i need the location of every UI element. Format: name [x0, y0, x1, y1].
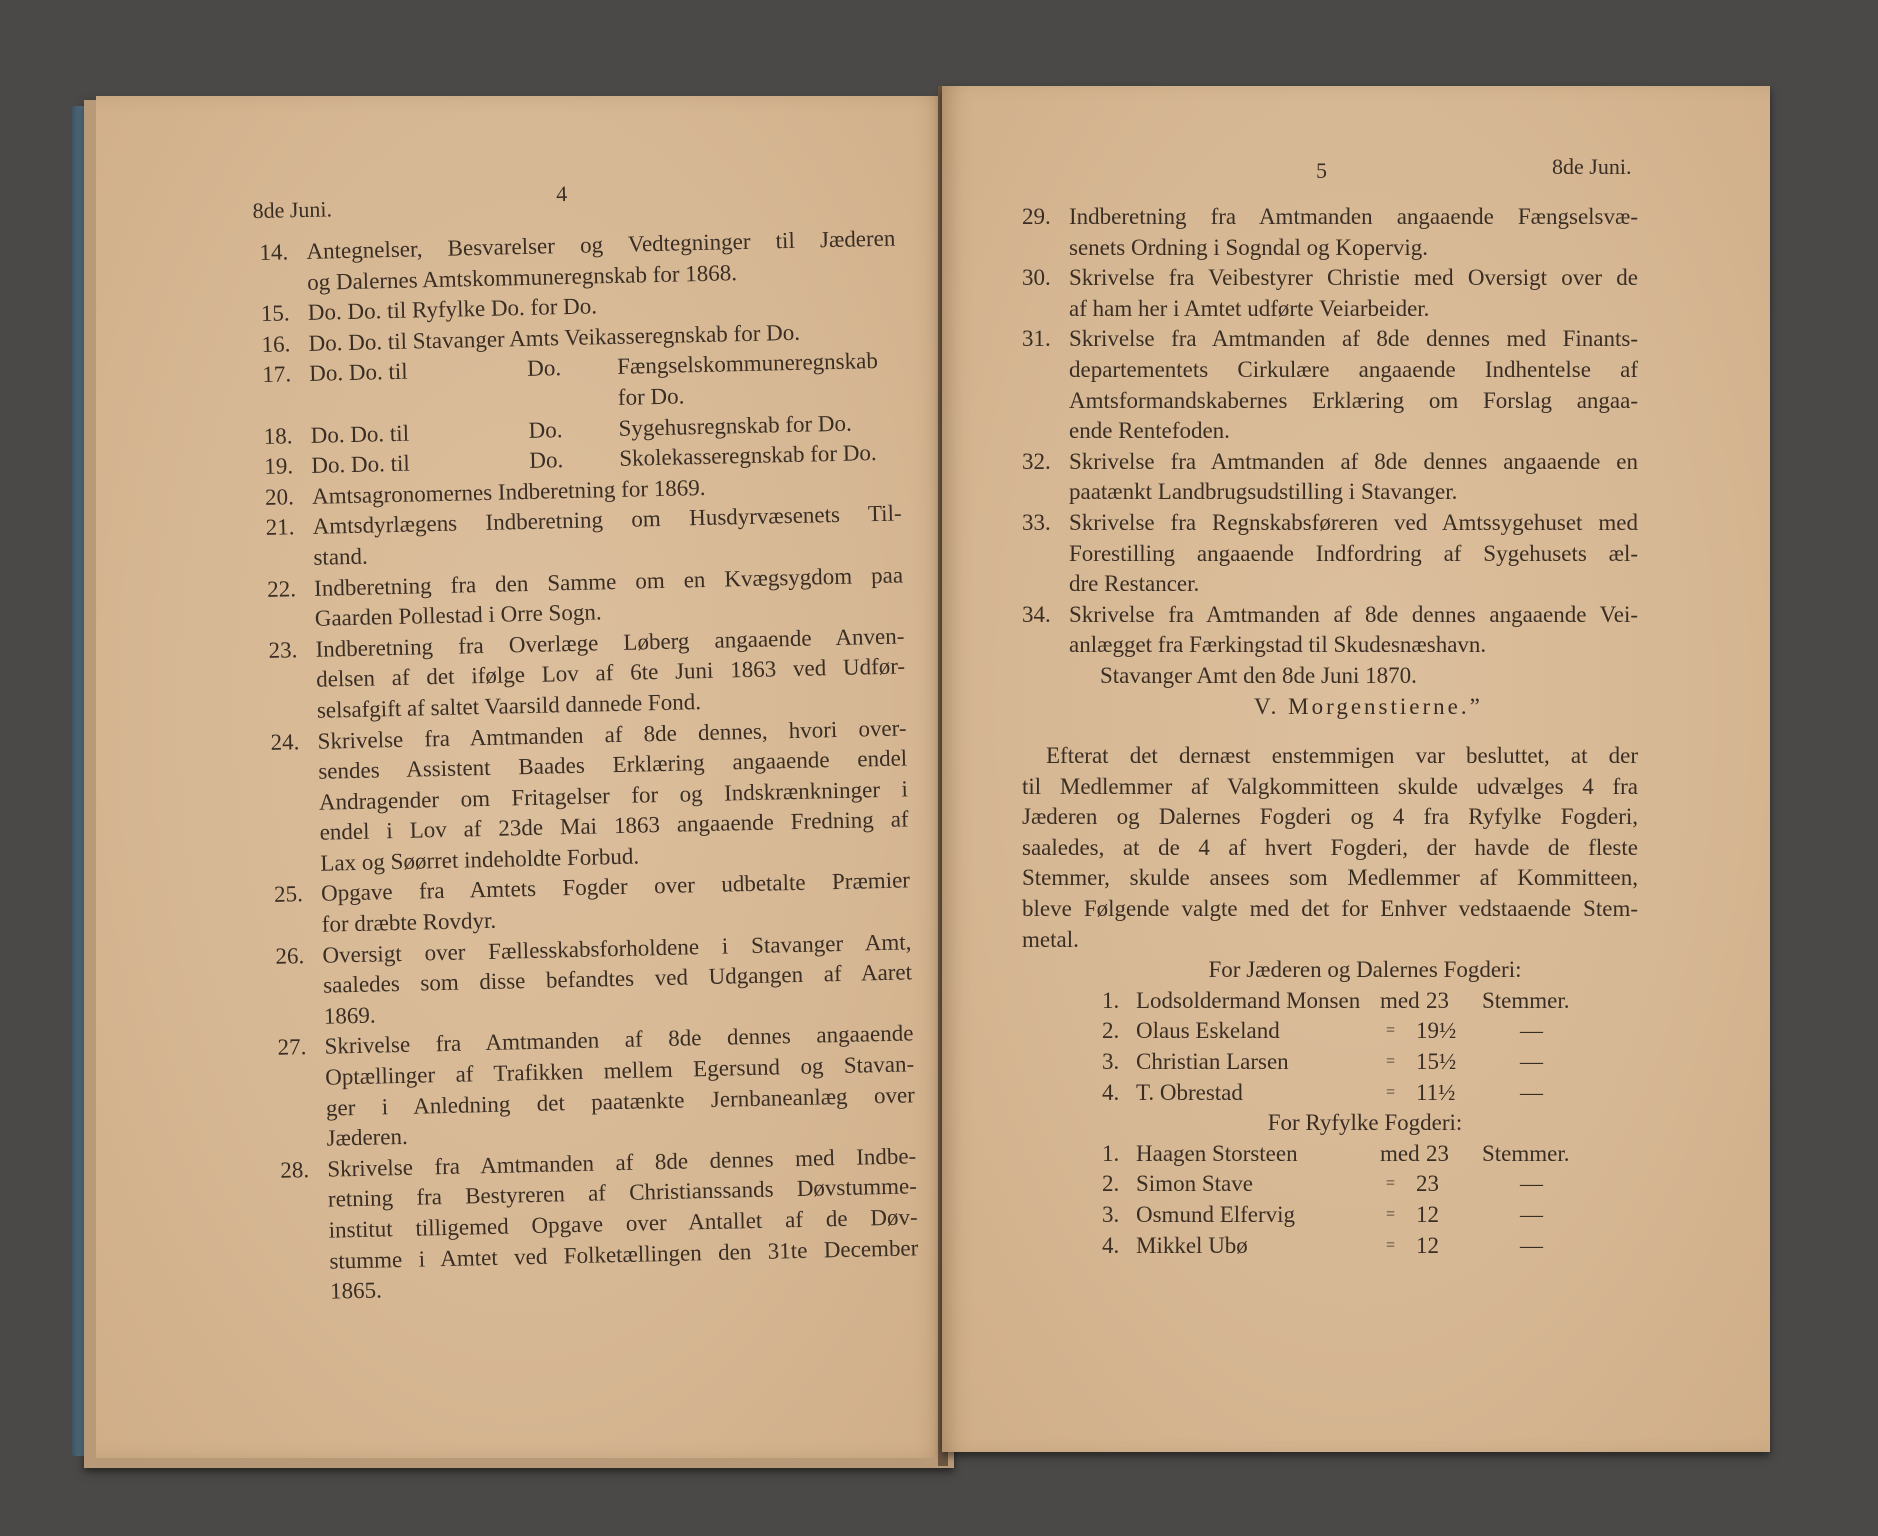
item-number: 33. [1022, 509, 1051, 535]
item-line: Skrivelse fra Amtmanden af 8de dennes, hvori over- [317, 714, 907, 754]
item-line: af ham her i Amtet udførte Veiarbeider. [1069, 295, 1430, 321]
ditto-mark: = [1386, 1175, 1396, 1193]
item-column-text: Fængselskommuneregnskab [616, 348, 879, 380]
item-line: stand. [313, 543, 369, 570]
item-text [324, 1019, 916, 1155]
paragraph-line: til Medlemmer af Valgkommitteen skulde udvælges 4 fra [1022, 773, 1638, 799]
right-page-header [1022, 150, 1638, 202]
item-number: 29. [1022, 204, 1051, 229]
item-number: 17. [262, 361, 292, 388]
candidate-name: Olaus Eskeland [1136, 1018, 1280, 1044]
ditto-mark: = [1386, 1206, 1396, 1223]
paragraph-line: Stemmer, skulde ansees som Medlemmer af Kommitteen, [1022, 865, 1638, 891]
item-column-text: Do. Do. til [308, 359, 408, 387]
ditto-mark: = [1386, 1053, 1396, 1071]
item-number: 32. [1022, 448, 1051, 474]
vote-count: 23 [1416, 1171, 1439, 1197]
item-text [1069, 447, 1638, 508]
item-text [1069, 263, 1638, 324]
item-column-text: Do. [526, 355, 562, 382]
election-results [1022, 955, 1638, 1261]
item-line: paatænkt Landbrugsudstilling i Stavanger. [1069, 479, 1458, 505]
item-line: institut tilligemed Opgave over Antallet af de Døv- [328, 1204, 918, 1243]
paragraph-line: metal. [1022, 926, 1079, 952]
candidate-name: Haagen Storsteen [1136, 1140, 1298, 1166]
vote-count: 19½ [1416, 1018, 1457, 1044]
vote-count: 15½ [1416, 1049, 1457, 1075]
item-line: stumme i Amtet ved Folketællingen den 31te December [329, 1234, 919, 1274]
item-text [315, 621, 906, 726]
item-text [317, 713, 909, 879]
item-line: ende Rentefoden. [1069, 418, 1230, 444]
ditto-dash: — [1520, 1079, 1543, 1105]
agenda-list [259, 224, 919, 1309]
agenda-item [1022, 202, 1638, 263]
rank-number: 2. [1102, 1171, 1120, 1197]
item-text [1069, 324, 1638, 446]
item-text [1069, 202, 1638, 263]
item-text [322, 927, 913, 1032]
ditto-dash: — [1520, 1202, 1543, 1227]
item-column-text: Sygehusregnskab for Do. [618, 410, 852, 441]
agenda-item [1022, 263, 1638, 324]
item-number: 21. [265, 514, 295, 541]
agenda-item [280, 1141, 919, 1308]
item-line: delsen af det ifølge Lov af 6te Juni 1863 ved Udfør- [315, 653, 906, 693]
ditto-dash: — [1520, 1049, 1543, 1075]
rank-number: 4. [1102, 1079, 1120, 1105]
item-text [327, 1141, 919, 1307]
ditto-mark: = [1386, 1022, 1396, 1040]
item-line: og Dalernes Amtskommuneregnskab for 1868. [306, 259, 738, 295]
vote-row [1022, 1016, 1638, 1047]
item-number: 15. [260, 300, 290, 327]
ditto-mark: = [1386, 1083, 1396, 1101]
ditto-dash: — [1520, 1018, 1543, 1044]
item-line: senets Ordning i Sogndal og Kopervig. [1069, 234, 1429, 260]
item-line: ger i Anledning det paatænkte Jernbaneanlæg over [325, 1081, 916, 1121]
vote-row [1022, 1231, 1638, 1262]
vote-row [1022, 986, 1638, 1017]
item-number: 19. [264, 453, 294, 480]
item-number: 23. [268, 636, 298, 663]
item-line: sendes Assistent Baades Erklæring angaaende endel [318, 745, 908, 784]
vote-row [1022, 1200, 1638, 1231]
candidate-name: Christian Larsen [1136, 1049, 1289, 1075]
med-label: med [1380, 1140, 1420, 1166]
item-line: Indberetning fra Overlæge Løberg angaaende Anven- [315, 623, 905, 662]
vote-row [1022, 1169, 1638, 1200]
rank-number: 3. [1102, 1202, 1120, 1227]
rank-number: 1. [1102, 1140, 1120, 1166]
agenda-list [1022, 202, 1638, 661]
agenda-item [270, 713, 909, 880]
item-number: 26. [275, 942, 305, 969]
rank-number: 2. [1102, 1018, 1120, 1044]
vote-count: 11½ [1416, 1079, 1456, 1105]
vote-count: 12 [1416, 1232, 1439, 1258]
med-label: med [1380, 987, 1420, 1013]
item-line: Opgave fra Amtets Fogder over udbetalte Præmier [320, 867, 911, 907]
item-line: Amtsagronomernes Indberetning for 1869. [311, 474, 706, 509]
left-page-text [252, 172, 919, 1309]
item-line: Amtsdyrlægens Indberetning om Husdyrvæsenets Til- [312, 500, 902, 540]
item-line: Skrivelse fra Amtmanden af 8de dennes angaaende en [1069, 448, 1638, 474]
list-heading: For Ryfylke Fogderi: [1267, 1110, 1463, 1136]
item-line: Skrivelse fra Amtmanden af 8de dennes med Indbe- [327, 1143, 917, 1182]
item-line: Skrivelse fra Veibestyrer Christie med Oversigt over de [1069, 265, 1638, 291]
item-number: 24. [270, 728, 300, 755]
agenda-item [268, 621, 906, 727]
page-number: 5 [1316, 158, 1327, 183]
item-line: Lax og Søørret indeholdte Forbud. [320, 843, 640, 876]
item-line: Jæderen. [326, 1124, 409, 1151]
item-line: Indberetning fra den Samme om en Kvægsygdom paa [313, 562, 904, 601]
candidate-name: T. Obrestad [1136, 1079, 1243, 1105]
agenda-item [1022, 324, 1638, 446]
votes-unit: Stemmer. [1482, 1140, 1570, 1166]
item-continuation: for Do. [617, 383, 685, 410]
resolution-paragraph [1022, 741, 1638, 955]
item-number: 16. [261, 331, 291, 357]
rank-number: 4. [1102, 1232, 1120, 1258]
item-number: 31. [1022, 326, 1051, 352]
candidate-name: Osmund Elfervig [1136, 1202, 1296, 1227]
item-number: 27. [277, 1034, 307, 1061]
item-line: Indberetning fra Amtmanden angaaende Fængselsvæ- [1069, 204, 1638, 229]
agenda-item [1022, 447, 1638, 508]
candidate-name: Simon Stave [1136, 1171, 1253, 1197]
item-line: Skrivelse fra Amtmanden af 8de dennes angaaende [324, 1020, 914, 1060]
item-number: 34. [1022, 601, 1051, 627]
item-line: retning fra Bestyreren af Christianssands Døvstumme- [327, 1173, 918, 1213]
item-line: Oversigt over Fællesskabsforholdene i Stavanger Amt, [322, 929, 912, 968]
paragraph-line: saaledes, at de 4 af hvert Fogderi, der havde de fleste [1022, 834, 1638, 860]
item-line: for dræbte Rovdyr. [321, 907, 497, 937]
item-number: 25. [273, 881, 304, 908]
agenda-item [275, 927, 913, 1033]
vote-row [1022, 1139, 1638, 1170]
item-column-text: Do. [529, 447, 564, 474]
item-line: Do. Do. til Stavanger Amts Veikasseregnskab for Do. [308, 319, 801, 356]
running-head: 8de Juni. [1552, 154, 1632, 179]
vote-count: 23 [1426, 1140, 1449, 1166]
signature: V. Morgenstierne.” [1254, 693, 1483, 719]
rank-number: 1. [1102, 987, 1120, 1013]
right-page-text [1022, 150, 1638, 1261]
ditto-dash: — [1520, 1171, 1543, 1197]
item-text [1069, 508, 1638, 600]
item-line: anlægget fra Færkingstad til Skudesnæshavn. [1069, 632, 1487, 658]
ditto-dash: — [1520, 1232, 1543, 1258]
item-line: departementets Cirkulære angaaende Indhentelse af [1069, 356, 1638, 382]
vote-row [1022, 1047, 1638, 1078]
item-line: dre Restancer. [1069, 571, 1200, 597]
paragraph-line: Efterat det dernæst enstemmigen var besluttet, at der [1046, 743, 1638, 769]
item-number: 22. [266, 575, 297, 602]
vote-count: 23 [1426, 987, 1449, 1013]
running-head: 8de Juni. [252, 196, 333, 224]
ditto-mark: = [1386, 1236, 1396, 1254]
item-column-text: Do. Do. til [310, 420, 410, 448]
vote-count: 12 [1416, 1202, 1439, 1227]
item-line: saaledes som disse befandtes ved Udgangen af Aaret [322, 959, 913, 998]
item-number: 20. [264, 484, 295, 510]
item-number: 30. [1022, 265, 1051, 291]
item-line: Antegnelser, Besvarelser og Vedtegninger til Jæderen [306, 225, 896, 264]
item-line: 1869. [323, 1002, 376, 1029]
item-line: Skrivelse fra Regnskabsføreren ved Amtssygehuset med [1069, 509, 1638, 535]
vote-row [1022, 1078, 1638, 1109]
item-line: 1865. [329, 1277, 383, 1304]
closing-place-date: Stavanger Amt den 8de Juni 1870. [1100, 662, 1417, 688]
candidate-name: Lodsoldermand Monsen [1136, 987, 1361, 1013]
item-number: 28. [280, 1156, 310, 1183]
item-column-text: Do. [528, 416, 563, 443]
agenda-item [277, 1019, 916, 1156]
list-heading: For Jæderen og Dalernes Fogderi: [1208, 957, 1522, 983]
paragraph-line: bleve Følgende valgte med det for Enhver vedstaaende Stem- [1022, 896, 1638, 922]
item-line: Andragender om Fritagelser for og Indskrænkninger i [318, 776, 909, 815]
item-line: Amtsformandskabernes Erklæring om Forslag angaa- [1069, 387, 1638, 413]
votes-unit: Stemmer. [1482, 987, 1570, 1013]
paragraph-line: Jæderen og Dalernes Fogderi og 4 fra Ryfylke Fogderi, [1022, 804, 1638, 830]
item-column-text: Do. Do. til [311, 450, 411, 479]
page-number: 4 [555, 180, 568, 207]
item-number: 18. [263, 422, 293, 449]
item-line: Forestilling angaaende Indfordring af Sygehusets æl- [1069, 540, 1638, 566]
candidate-name: Mikkel Ubø [1136, 1232, 1248, 1258]
item-column-text: Skolekasseregnskab for Do. [618, 440, 877, 472]
item-line: Skrivelse fra Amtmanden af 8de dennes med Finants- [1069, 326, 1638, 352]
item-line: endel i Lov af 23de Mai 1863 angaaende Fredning af [319, 806, 909, 846]
item-line: Optællinger af Trafikken mellem Egersund og Stavan- [324, 1051, 915, 1090]
agenda-item [1022, 508, 1638, 600]
item-line: Do. Do. til Ryfylke Do. for Do. [307, 293, 598, 326]
item-line: Gaarden Pollestad i Orre Sogn. [314, 599, 602, 631]
item-number: 14. [259, 239, 289, 265]
item-line: Skrivelse fra Amtmanden af 8de dennes angaaende Vei- [1069, 601, 1638, 627]
agenda-item [1022, 600, 1638, 661]
rank-number: 3. [1102, 1049, 1120, 1075]
item-line: selsafgift af saltet Vaarsild dannede Fond. [316, 688, 702, 723]
item-text [1069, 600, 1638, 661]
